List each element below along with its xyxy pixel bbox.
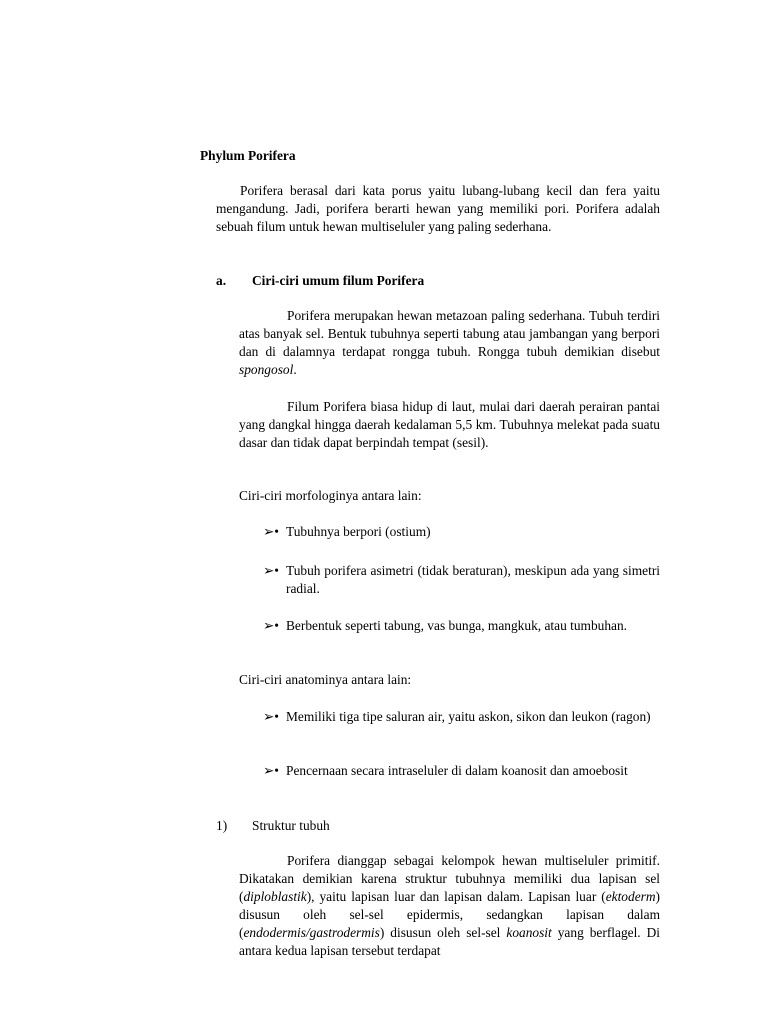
morphology-heading: Ciri-ciri morfologinya antara lain:: [239, 488, 422, 503]
page-title: Phylum Porifera: [200, 148, 296, 163]
anatomy-heading: Ciri-ciri anatominya antara lain:: [239, 672, 412, 687]
list-item: [263, 762, 660, 780]
section-1-paragraph: Porifera dianggap sebagai kelompok hewan multiseluler primitif. Dikatakan demikian karena struktur tubuhnya memiliki dua lapisan sel (diploblastik), yaitu lapisan luar dan lapisan dalam. Lapisan luar (ektoderm) disusun oleh sel-sel epidermis, sedangkan lapisan dalam (endodermis/gastrodermis) disusun oleh sel-sel koanosit yang berflagel. Di antara kedua lapisan tersebut terdapat: [239, 853, 661, 958]
list-item-text: Memiliki tiga tipe saluran air, yaitu askon, sikon dan leukon (ragon): [286, 709, 651, 724]
bullet-arrow-icon: ➢•: [263, 618, 279, 633]
term-endodermis: endodermis/gastrodermis: [243, 925, 380, 940]
list-item-text: Tubuh porifera asimetri (tidak beraturan), meskipun ada yang simetri radial.: [286, 563, 660, 596]
section-1-title: Struktur tubuh: [252, 818, 330, 833]
list-item: [263, 708, 660, 726]
section-a-title: Ciri-ciri umum filum Porifera: [252, 273, 425, 288]
list-item: [263, 523, 660, 541]
term-koanosit: koanosit: [506, 925, 552, 940]
section-a-paragraph-1: Porifera merupakan hewan metazoan paling sederhana. Tubuh terdiri atas banyak sel. Bentuk tubuhnya seperti tabung atau jambangan yang berpori dan di dalamnya terdapat rongga tubuh. Rongga tubuh demikian disebut spongosol.: [239, 308, 660, 377]
term-diploblastik: diploblastik: [243, 889, 307, 904]
list-item-text: Tubuhnya berpori (ostium): [286, 524, 431, 539]
list-item-text: Berbentuk seperti tabung, vas bunga, mangkuk, atau tumbuhan.: [286, 618, 628, 633]
bullet-arrow-icon: ➢•: [263, 709, 279, 724]
term-spongosol: spongosol: [239, 362, 294, 377]
list-item-text: Pencernaan secara intraseluler di dalam koanosit dan amoebosit: [286, 763, 628, 778]
term-ektoderm: ektoderm: [605, 889, 656, 904]
intro-paragraph: Porifera berasal dari kata porus yaitu lubang-lubang kecil dan fera yaitu mengandung. Jadi, porifera berarti hewan yang memiliki pori. Porifera adalah sebuah filum untuk hewan multiseluler yang paling sederhana.: [216, 183, 660, 234]
list-item: [263, 562, 660, 598]
section-a-number: a.: [216, 273, 227, 288]
section-1-number: 1): [216, 818, 228, 833]
list-item: [263, 617, 660, 635]
bullet-arrow-icon: ➢•: [263, 524, 279, 539]
bullet-arrow-icon: ➢•: [263, 563, 279, 578]
section-a-paragraph-2: Filum Porifera biasa hidup di laut, mulai dari daerah perairan pantai yang dangkal hingga daerah kedalaman 5,5 km. Tubuhnya melekat pada suatu dasar dan tidak dapat berpindah tempat (sesil).: [239, 399, 660, 450]
bullet-arrow-icon: ➢•: [263, 763, 279, 778]
